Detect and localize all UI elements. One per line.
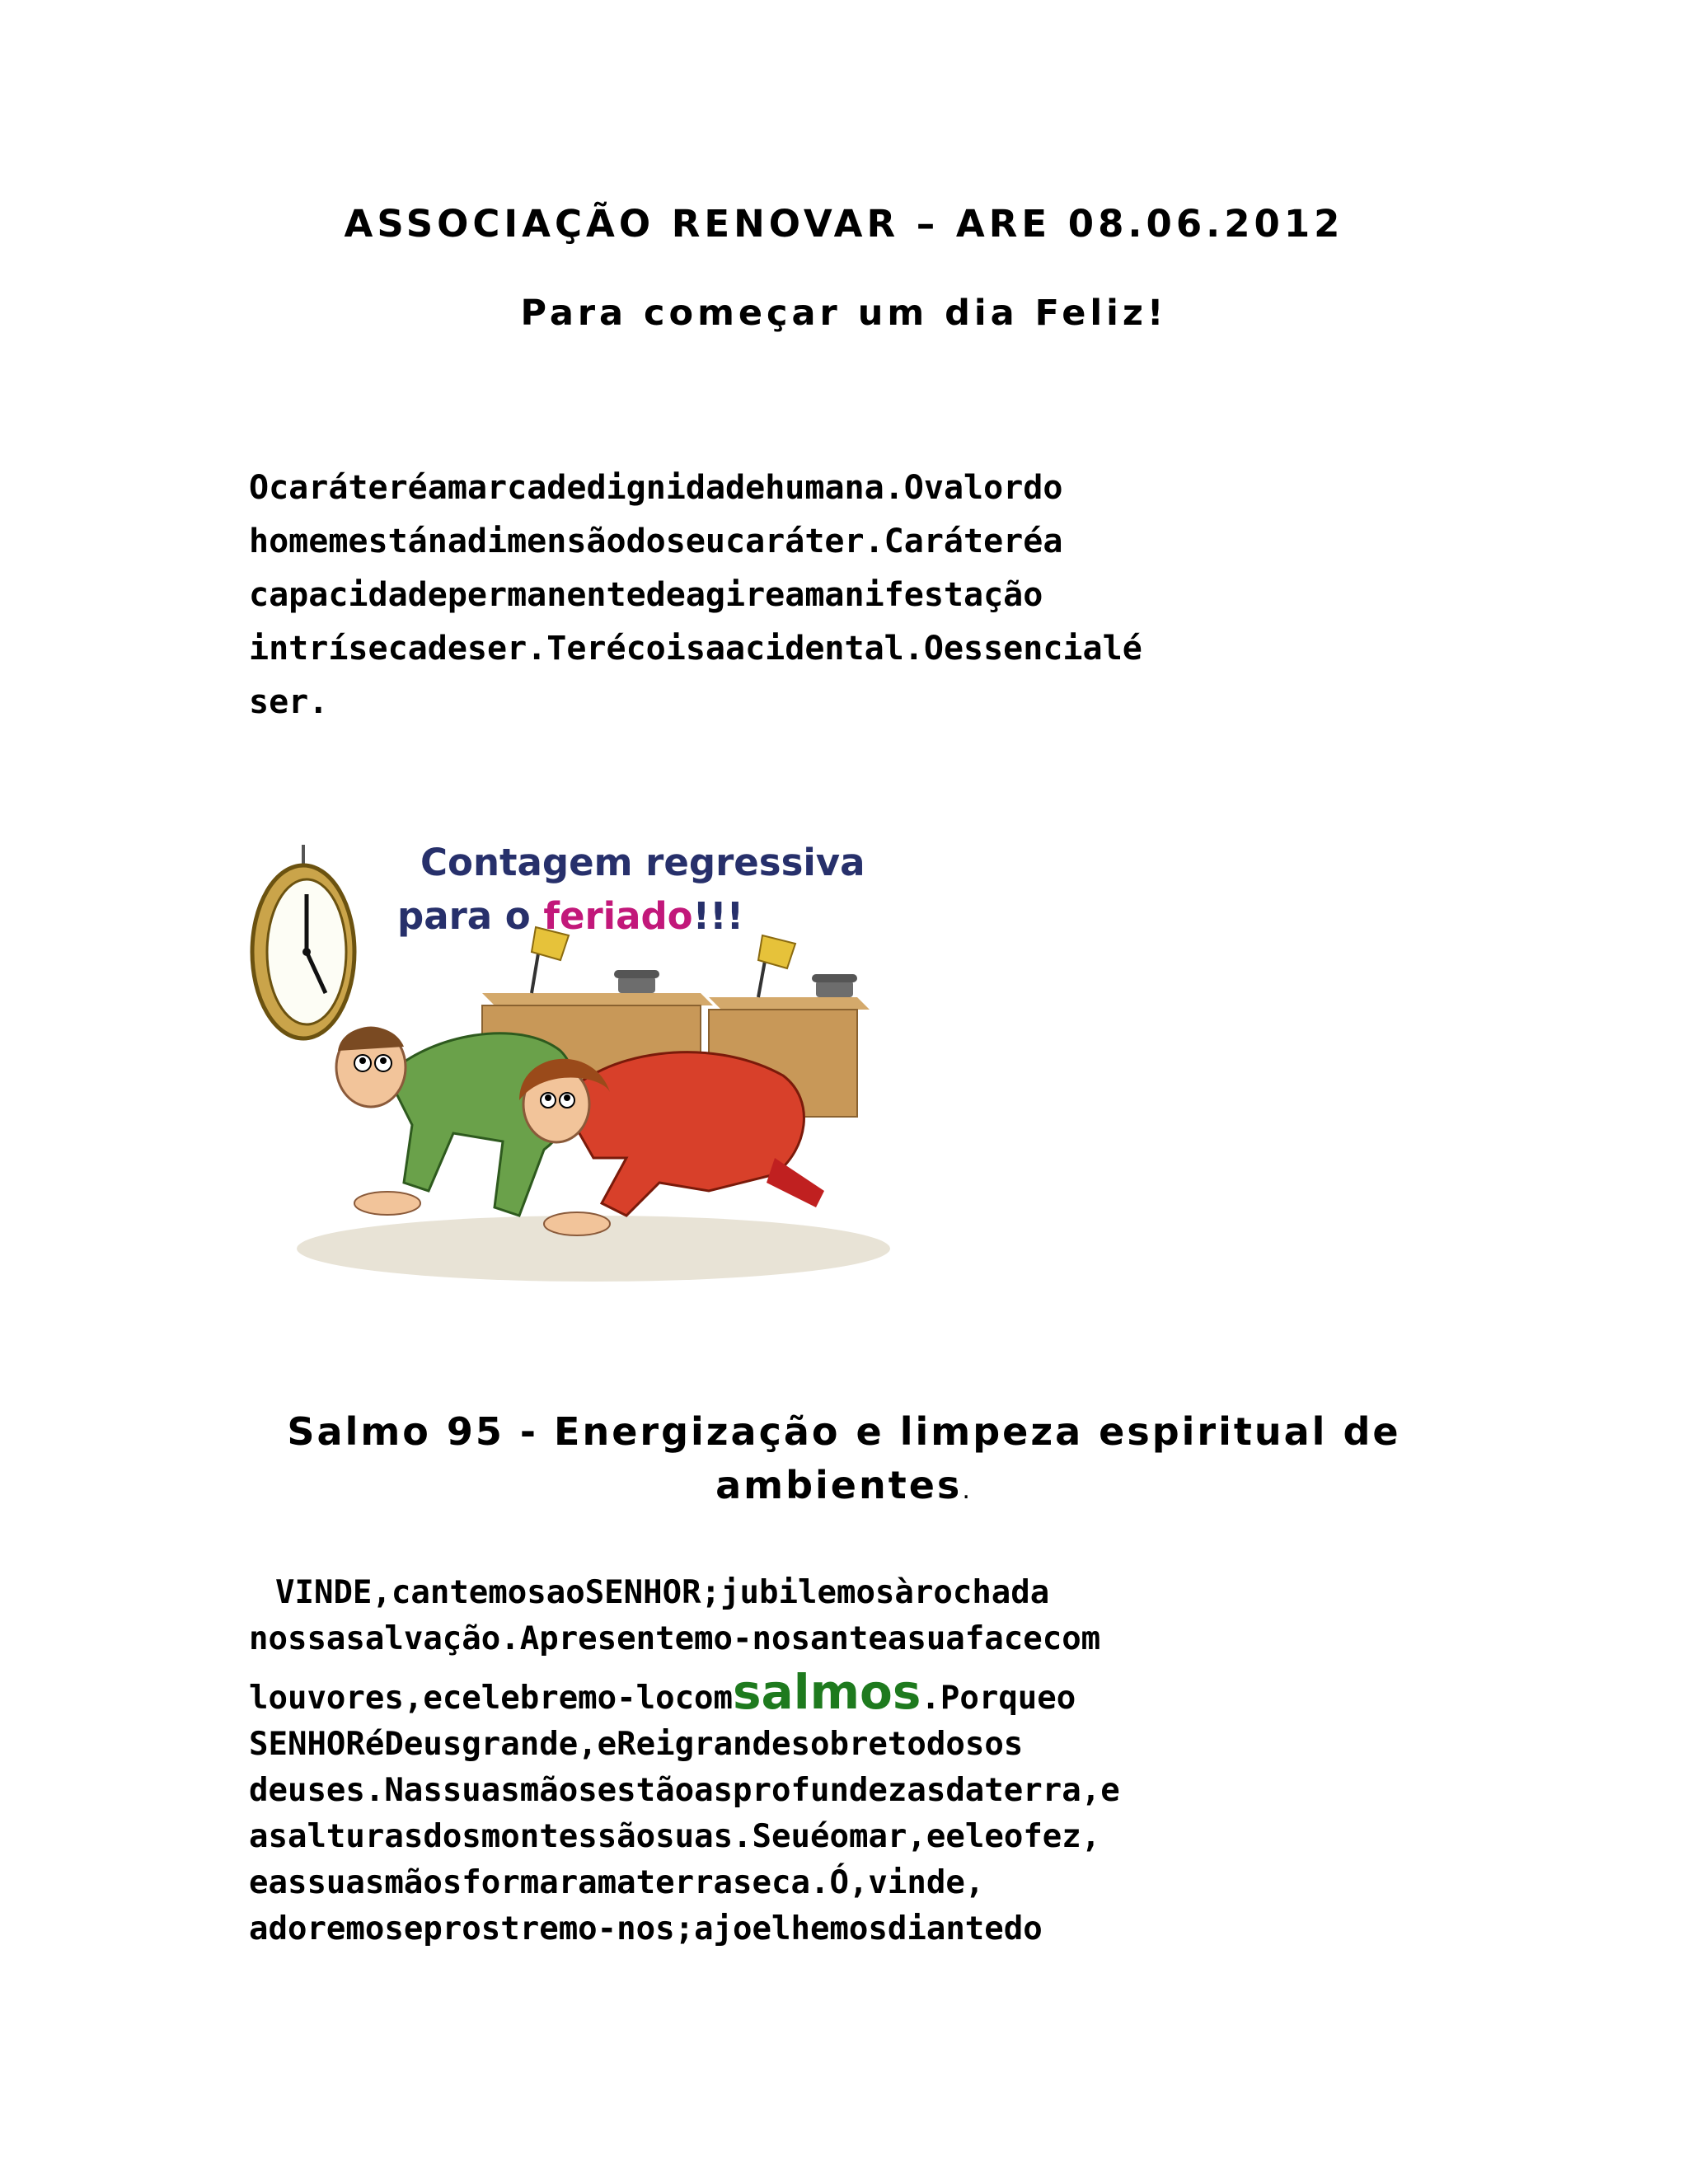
psalm-title-dot: .	[962, 1476, 973, 1505]
word: Porque	[940, 1680, 1057, 1717]
word: diante	[887, 1910, 1004, 1947]
word: dignidade	[586, 469, 766, 507]
text-line	[249, 1570, 1439, 1616]
word: prostremo-nos;	[423, 1910, 695, 1947]
word: grande,	[462, 1726, 598, 1763]
word: à	[894, 1574, 914, 1611]
word: SENHOR	[249, 1726, 365, 1763]
word: o	[1056, 1680, 1076, 1717]
word: humana.	[765, 469, 904, 507]
crawling-woman-icon	[519, 1052, 824, 1235]
word: está	[348, 523, 428, 560]
word: sobre	[790, 1726, 888, 1763]
word: é	[606, 630, 626, 668]
word: de	[427, 630, 467, 668]
word: suas.	[655, 1818, 753, 1855]
word: e	[597, 1726, 617, 1763]
caption-highlight: feriado	[543, 894, 693, 938]
word: da	[945, 1772, 985, 1809]
word: O	[903, 469, 924, 507]
word: Ter	[546, 630, 607, 668]
word: da	[1010, 1574, 1050, 1611]
wall-clock-icon	[252, 845, 354, 1038]
word: valor	[923, 469, 1024, 507]
word: estão	[597, 1772, 695, 1809]
word: ser.	[467, 630, 547, 668]
word: e	[1100, 1772, 1120, 1809]
psalm-title-line1: Salmo 95 - Energização e limpeza espiritual de	[287, 1409, 1401, 1454]
word: Nas	[384, 1772, 443, 1809]
word: suas	[307, 1864, 385, 1901]
word: as	[268, 1864, 307, 1901]
word: são	[597, 1818, 656, 1855]
word: seu	[665, 523, 725, 560]
psalm-text	[249, 1570, 1439, 1952]
word: a	[887, 1620, 907, 1657]
paragraph-carater	[249, 462, 1439, 729]
word: terra	[635, 1864, 734, 1901]
text-line	[249, 1906, 1439, 1952]
word: jubilemos	[720, 1574, 895, 1611]
text-line	[249, 1662, 1439, 1722]
word: salmos.	[733, 1664, 940, 1720]
word: de	[645, 576, 686, 614]
word: seca.	[733, 1864, 830, 1901]
word: e	[423, 1680, 443, 1717]
word: marca	[447, 469, 547, 507]
telephone-icon	[614, 970, 659, 993]
word: mãos	[384, 1864, 462, 1901]
word: Deus	[384, 1726, 462, 1763]
word: permanente	[447, 576, 646, 614]
word: do	[1003, 1910, 1043, 1947]
word: sua	[907, 1620, 965, 1657]
document-subtitle: Para começar um dia Feliz!	[520, 293, 1168, 334]
text-line	[249, 462, 1439, 515]
word: é	[407, 469, 428, 507]
word: com	[674, 1680, 734, 1717]
word: do	[626, 523, 666, 560]
word: vinde,	[868, 1864, 985, 1901]
text-line	[249, 515, 1439, 569]
word: terra,	[984, 1772, 1101, 1809]
text-line	[249, 1722, 1439, 1768]
word: montes	[481, 1818, 598, 1855]
word: cantemos	[391, 1574, 546, 1611]
word: agir	[685, 576, 766, 614]
telephone-icon	[812, 974, 857, 997]
word: O	[249, 469, 270, 507]
word: VINDE,	[275, 1574, 392, 1611]
word: a	[1043, 523, 1063, 560]
illustration-caption-line2	[397, 894, 743, 938]
psalm-title	[0, 1405, 1688, 1517]
word: ante	[809, 1620, 888, 1657]
word: Seu	[752, 1818, 810, 1855]
word: as	[694, 1772, 734, 1809]
word: louvores,	[249, 1680, 424, 1717]
word: Caráter	[884, 523, 1024, 560]
word: é	[810, 1818, 830, 1855]
word: a	[617, 1864, 636, 1901]
word: a	[785, 576, 805, 614]
desk-lamp-icon	[758, 935, 795, 997]
holiday-countdown-illustration	[247, 828, 907, 1290]
text-line	[249, 1768, 1439, 1814]
text-line	[249, 622, 1439, 676]
caption-suffix: !!!	[692, 894, 744, 938]
psalm-title-word: ambientes	[715, 1463, 963, 1507]
text-line: ser.	[249, 683, 329, 721]
word: acidental.	[725, 630, 924, 668]
word: do	[1023, 469, 1063, 507]
word: os	[984, 1726, 1024, 1763]
word: ao	[546, 1574, 585, 1611]
word: de	[546, 469, 587, 507]
text-line	[249, 1814, 1439, 1860]
word: coisa	[626, 630, 726, 668]
word: ajoelhemos	[694, 1910, 888, 1947]
word: o	[1003, 1818, 1024, 1855]
word: capacidade	[249, 576, 448, 614]
word: é	[1023, 523, 1043, 560]
word: a	[427, 469, 448, 507]
word: é	[364, 1726, 385, 1763]
word: o	[829, 1818, 849, 1855]
word: adoremos	[249, 1910, 404, 1947]
word: intríseca	[249, 630, 428, 668]
text-line	[249, 569, 1439, 622]
word: mar,	[848, 1818, 926, 1855]
illustration-caption-line1: Contagem regressiva	[420, 841, 865, 884]
word: mãos	[519, 1772, 598, 1809]
text-line	[249, 1616, 1439, 1662]
word: profundezas	[733, 1772, 946, 1809]
word: face	[964, 1620, 1043, 1657]
word: caráter.	[725, 523, 884, 560]
word: Rei	[617, 1726, 675, 1763]
word: fez,	[1023, 1818, 1101, 1855]
word: todos	[887, 1726, 985, 1763]
word: as	[249, 1818, 288, 1855]
word: e	[765, 576, 785, 614]
word: homem	[249, 523, 349, 560]
word: ele	[945, 1818, 1004, 1855]
word: dos	[423, 1818, 481, 1855]
word: celebremo-lo	[442, 1680, 675, 1717]
document-title: ASSOCIAÇÃO RENOVAR – ARE 08.06.2012	[344, 202, 1344, 246]
word: essencial	[943, 630, 1123, 668]
word: salvação.	[345, 1620, 520, 1657]
highlight-word: salmos	[733, 1664, 921, 1720]
word: com	[1042, 1620, 1101, 1657]
word: SENHOR;	[584, 1574, 721, 1611]
word: caráter	[269, 469, 408, 507]
word: deuses.	[249, 1772, 385, 1809]
psalm-title-line2	[0, 1459, 1688, 1517]
text-line	[249, 1860, 1439, 1906]
word: alturas	[287, 1818, 424, 1855]
word: rocha	[913, 1574, 1011, 1611]
word: Apresentemo-nos	[519, 1620, 810, 1657]
word: na	[427, 523, 467, 560]
word: e	[403, 1910, 424, 1947]
word: formaram	[462, 1864, 617, 1901]
word: é	[1122, 630, 1142, 668]
caption-prefix: para o	[397, 894, 544, 938]
word: dimensão	[467, 523, 626, 560]
word: O	[923, 630, 944, 668]
word: suas	[442, 1772, 520, 1809]
word: e	[249, 1864, 269, 1901]
word: Ó,	[829, 1864, 869, 1901]
word: grande	[674, 1726, 791, 1763]
word: nossa	[249, 1620, 346, 1657]
word: e	[926, 1818, 946, 1855]
word: manifestação	[804, 576, 1043, 614]
